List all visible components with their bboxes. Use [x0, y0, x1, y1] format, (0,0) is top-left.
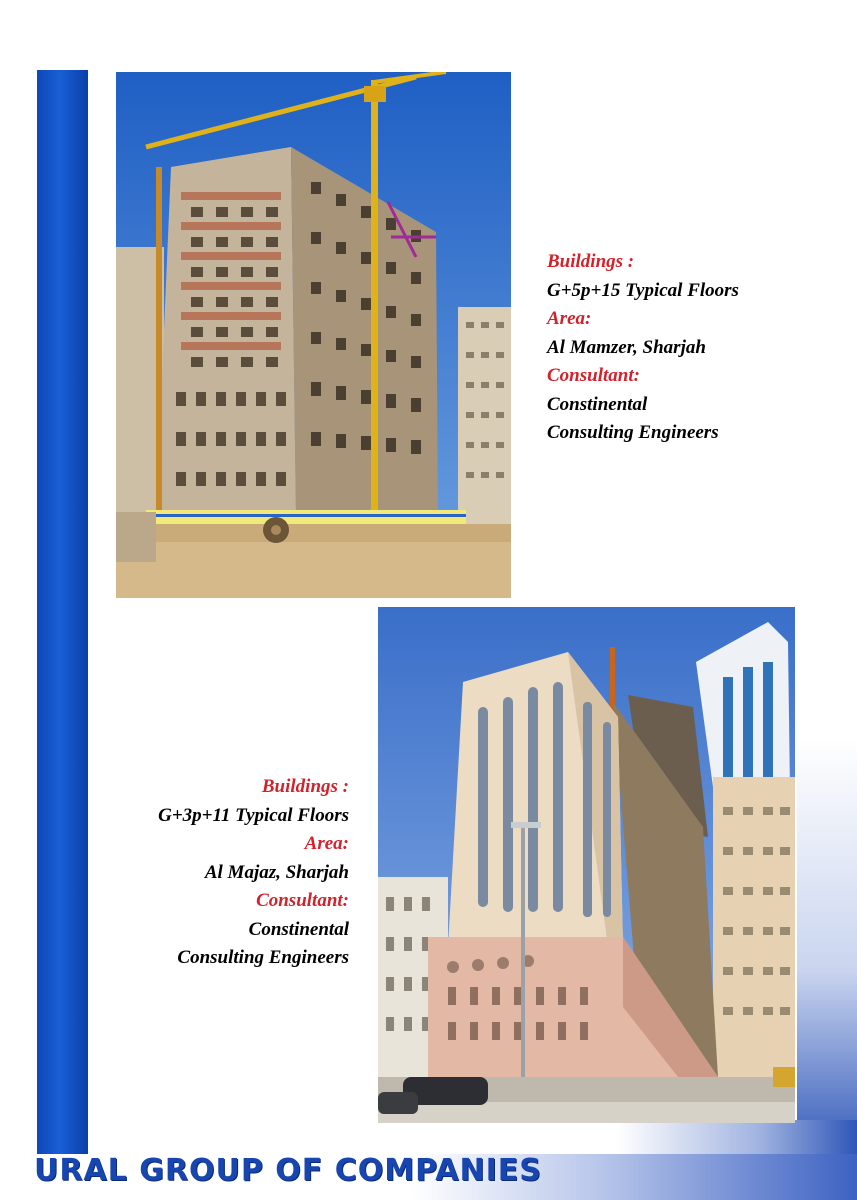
project2-buildings-value: G+3p+11 Typical Floors	[158, 804, 349, 826]
project1-consultant-label: Consultant:	[547, 365, 640, 386]
project1-consultant-line2: Consulting Engineers	[547, 422, 719, 443]
project2-consultant-line2: Consulting Engineers	[177, 947, 349, 968]
project2-consultant-line1: Constinental	[248, 918, 349, 940]
completed-building-photo	[378, 607, 795, 1123]
project2-details	[158, 773, 349, 973]
project2-area-value: Al Majaz, Sharjah	[204, 861, 349, 883]
project1-area-label: Area:	[547, 308, 592, 329]
project1-buildings-value: G+5p+15 Typical Floors	[547, 279, 739, 301]
project2-buildings-label: Buildings :	[261, 776, 349, 797]
project2-area-label: Area:	[304, 833, 349, 854]
company-name: URAL GROUP OF COMPANIES	[34, 1153, 542, 1188]
project1-consultant-line1: Constinental	[547, 393, 648, 415]
corner-gradient	[797, 740, 857, 1160]
left-blue-bar	[37, 70, 88, 1158]
project1-buildings-label: Buildings :	[547, 251, 635, 272]
project1-details	[547, 248, 739, 448]
project2-consultant-label: Consultant:	[256, 890, 349, 911]
project1-area-value: Al Mamzer, Sharjah	[547, 336, 706, 358]
construction-site-photo	[116, 72, 511, 598]
